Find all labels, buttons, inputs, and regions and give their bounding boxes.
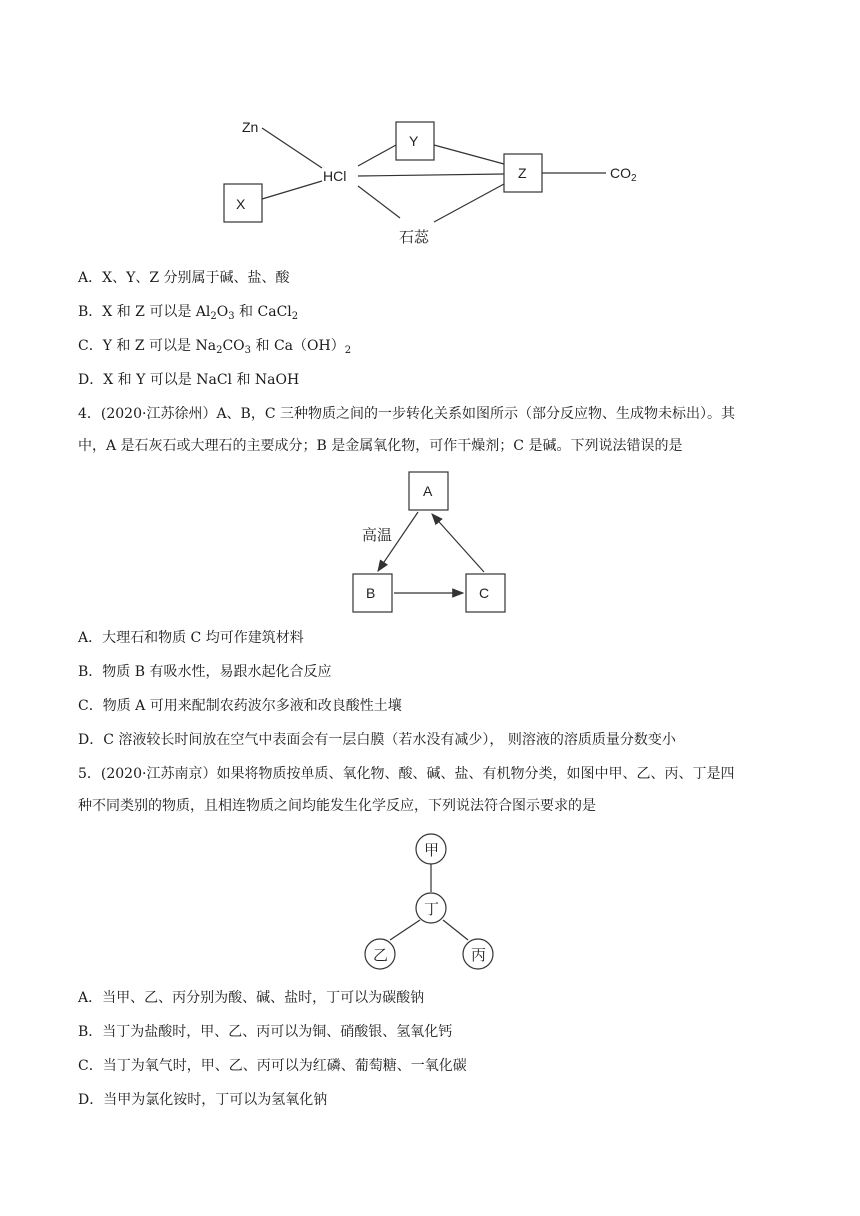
q3-label-x: X xyxy=(236,196,246,212)
q3-label-hcl: HCl xyxy=(323,168,347,184)
q5-option-d: D．当甲为氯化铵时，丁可以为氢氧化钠 xyxy=(78,1092,328,1108)
q3-option-b: B．X 和 Z 可以是 $Al_2O_3$ 和 CaCl$_2$ xyxy=(78,304,299,322)
q4-label-a: A xyxy=(423,483,433,499)
q5-label-ding: 丁 xyxy=(424,901,440,918)
q4-label-b: B xyxy=(366,585,376,601)
q3-option-c: C．Y 和 Z 可以是 $Na_2CO_3$ 和 $Ca(OH)_2$ xyxy=(78,338,352,356)
q4-option-b: B．物质 B 有吸水性，易跟水起化合反应 xyxy=(78,664,332,680)
q4-option-d: D．C 溶液较长时间放在空气中表面会有一层白膜（若水没有减少）， 则溶液的溶质质量分数变小 xyxy=(78,732,676,748)
q4-cycle-diagram xyxy=(0,460,860,620)
q5-label-bing: 丙 xyxy=(471,947,487,964)
q5-option-a: A．当甲、乙、丙分别为酸、碱、盐时，丁可以为碳酸钠 xyxy=(78,990,425,1006)
q5-stem-line2: 种不同类别的物质，且相连物质之间均能发生化学反应，下列说法符合图示要求的是 xyxy=(78,798,596,814)
q5-stem-line1: 5．(2020·江苏南京）如果将物质按单质、氧化物、酸、碱、盐、有机物分类，如图中甲、乙、丙、丁是四 xyxy=(78,766,735,782)
q3-reaction-diagram xyxy=(0,0,860,260)
q5-option-b: B．当丁为盐酸时，甲、乙、丙可以为铜、硝酸银、氢氧化钙 xyxy=(78,1024,453,1040)
q3-label-litmus: 石蕊 xyxy=(399,229,430,246)
q3-option-d: D．X 和 Y 可以是 NaCl 和 NaOH xyxy=(78,372,300,388)
q4-option-c: C．物质 A 可用来配制农药波尔多液和改良酸性土壤 xyxy=(78,698,402,714)
q5-tree-diagram xyxy=(0,830,860,980)
q5-label-yi: 乙 xyxy=(373,947,389,964)
q4-stem-line2: 中，A 是石灰石或大理石的主要成分；B 是金属氧化物，可作干燥剂；C 是碱。下列说法错误的是 xyxy=(78,438,683,454)
q3-label-y: Y xyxy=(409,133,419,149)
q3-option-a: A．X、Y、Z 分别属于碱、盐、酸 xyxy=(78,270,290,286)
q4-label-c: C xyxy=(479,585,490,601)
q5-label-jia: 甲 xyxy=(424,842,440,859)
q5-option-c: C．当丁为氧气时，甲、乙、丙可以为红磷、葡萄糖、一氧化碳 xyxy=(78,1058,467,1074)
q4-label-condition: 高温 xyxy=(362,527,393,544)
q3-label-co2: $CO_2$ xyxy=(610,165,637,184)
q3-label-z: Z xyxy=(518,165,527,181)
q3-label-zn: Zn xyxy=(242,119,259,135)
q4-option-a: A．大理石和物质 C 均可作建筑材料 xyxy=(78,630,304,646)
q4-stem-line1: 4．(2020·江苏徐州）A、B，C 三种物质之间的一步转化关系如图所示（部分反应物、生成物未标出）。其 xyxy=(78,406,736,422)
